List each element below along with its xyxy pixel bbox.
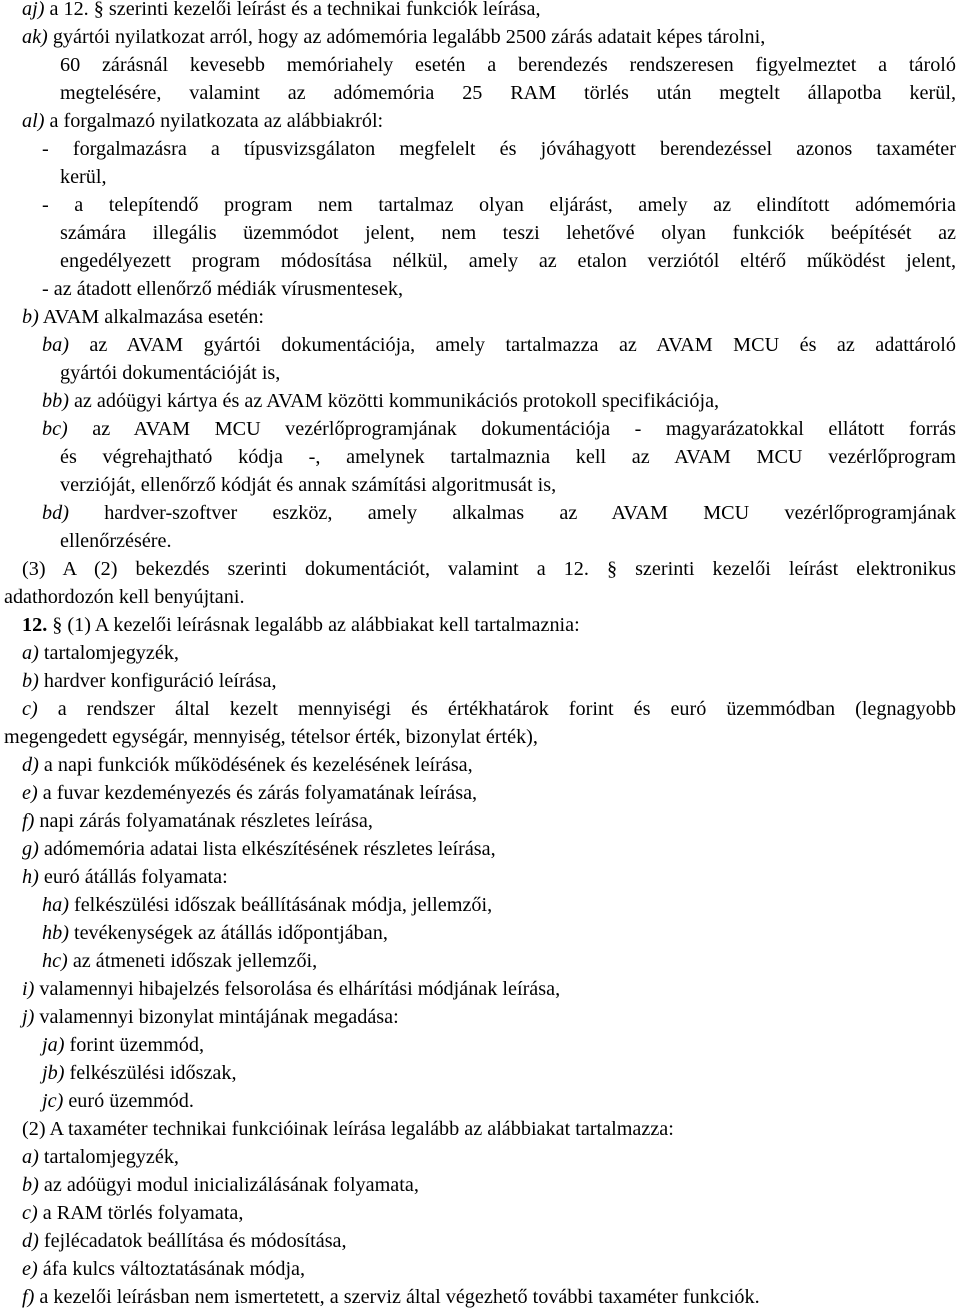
- line-text: és végrehajtható kódja -, amelynek tartalmaznia kell az AVAM MCU vezérlőprogram: [60, 446, 956, 468]
- item-label: bd): [42, 502, 69, 524]
- line-text: felkészülési időszak,: [64, 1062, 237, 1084]
- text-line: [60, 219, 956, 247]
- line-text: a fuvar kezdeményezés és zárás folyamatának leírása,: [37, 782, 478, 804]
- line-text: AVAM alkalmazása esetén:: [38, 306, 265, 328]
- item-label: jc): [42, 1090, 64, 1112]
- line-text: valamennyi hibajelzés felsorolása és elhárítási módjának leírása,: [34, 978, 561, 1000]
- section-number: 12.: [22, 614, 48, 636]
- text-line: [22, 1283, 760, 1311]
- text-line: [42, 1031, 204, 1059]
- line-text: hardver konfiguráció leírása,: [38, 670, 277, 692]
- text-line: [22, 1143, 179, 1171]
- line-text: a RAM törlés folyamata,: [37, 1202, 244, 1224]
- line-text: az AVAM MCU vezérlőprogramjának dokumentációja - magyarázatokkal ellátott forrás: [67, 418, 956, 440]
- text-line: [22, 555, 956, 583]
- item-label: e): [22, 1258, 38, 1280]
- item-label: jb): [42, 1062, 65, 1084]
- text-line: [42, 331, 956, 359]
- text-line: [22, 23, 765, 51]
- text-line: [22, 1003, 399, 1031]
- text-line: [42, 387, 719, 415]
- item-label: bb): [42, 390, 69, 412]
- text-line: [4, 583, 245, 611]
- item-label: c): [22, 1202, 38, 1224]
- text-line: [22, 751, 473, 779]
- line-text: a forgalmazó nyilatkozata az alábbiakról:: [44, 110, 384, 132]
- item-label: f): [22, 810, 35, 832]
- item-label: a): [22, 1146, 39, 1168]
- line-text: valamennyi bizonylat mintájának megadása:: [34, 1006, 399, 1028]
- text-line: [42, 1059, 237, 1087]
- line-text: gyártói nyilatkozat arról, hogy az adómemória legalább 2500 zárás adatait képes tárolni,: [47, 26, 766, 48]
- line-text: napi zárás folyamatának részletes leírása,: [34, 810, 373, 832]
- text-line: [60, 79, 956, 107]
- text-line: [22, 835, 496, 863]
- text-line: [42, 947, 317, 975]
- text-line: [22, 0, 541, 23]
- line-text: a kezelői leírásban nem ismertetett, a szerviz által végezhető további taxaméter funkciók.: [34, 1286, 760, 1308]
- text-line: [42, 891, 492, 919]
- text-line: [42, 275, 403, 303]
- item-label: b): [22, 306, 39, 328]
- text-line: [22, 1171, 419, 1199]
- text-line: [60, 471, 556, 499]
- line-text: a napi funkciók működésének és kezelésének leírása,: [38, 754, 473, 776]
- text-line: [42, 191, 956, 219]
- line-text: hardver-szoftver eszköz, amely alkalmas az AVAM MCU vezérlőprogramjának: [68, 502, 956, 524]
- line-text: kerül,: [60, 166, 107, 188]
- item-label: b): [22, 1174, 39, 1196]
- text-line: [60, 51, 956, 79]
- text-line: [22, 695, 956, 723]
- text-line: [22, 303, 264, 331]
- item-label: a): [22, 642, 39, 664]
- line-text: ellenőrzésére.: [60, 530, 172, 552]
- text-line: [22, 667, 277, 695]
- text-line: [42, 1087, 194, 1115]
- text-line: [22, 779, 477, 807]
- item-label: e): [22, 782, 38, 804]
- text-line: [22, 1227, 347, 1255]
- text-line: [22, 611, 580, 639]
- line-text: tevékenységek az átállás időpontjában,: [68, 922, 388, 944]
- item-label: c): [22, 698, 38, 720]
- item-label: b): [22, 670, 39, 692]
- line-text: euró üzemmód.: [63, 1090, 194, 1112]
- text-line: [22, 975, 560, 1003]
- line-text: megtelésére, valamint az adómemória 25 RAM törlés után megtelt állapotba kerül,: [60, 82, 956, 104]
- line-text: verzióját, ellenőrző kódját és annak számítási algoritmusát is,: [60, 474, 557, 496]
- item-label: g): [22, 838, 39, 860]
- item-label: aj): [22, 0, 45, 20]
- item-label: bc): [42, 418, 68, 440]
- text-line: [60, 247, 956, 275]
- line-text: fejlécadatok beállítása és módosítása,: [38, 1230, 347, 1252]
- text-line: [60, 527, 172, 555]
- line-text: (3) A (2) bekezdés szerinti dokumentációt, valamint a 12. § szerinti kezelői leírást elektronikus: [22, 558, 956, 580]
- item-label: ba): [42, 334, 69, 356]
- item-label: ha): [42, 894, 69, 916]
- line-text: - forgalmazásra a típusvizsgálaton megfelelt és jóváhagyott berendezéssel azonos taxaméter: [42, 138, 956, 160]
- line-text: megengedett egységár, mennyiség, tételsor érték, bizonylat érték),: [4, 726, 538, 748]
- line-text: tartalomjegyzék,: [38, 642, 179, 664]
- line-text: engedélyezett program módosítása nélkül, amely az etalon verziótól eltérő működést jelent,: [60, 250, 956, 272]
- text-line: [42, 135, 956, 163]
- line-text: a 12. § szerinti kezelői leírást és a technikai funkciók leírása,: [44, 0, 541, 20]
- text-line: [42, 415, 956, 443]
- item-label: d): [22, 1230, 39, 1252]
- item-label: hc): [42, 950, 68, 972]
- line-text: tartalomjegyzék,: [38, 1146, 179, 1168]
- line-text: felkészülési időszak beállításának módja, jellemzői,: [68, 894, 493, 916]
- line-text: gyártói dokumentációját is,: [60, 362, 281, 384]
- text-line: [22, 639, 179, 667]
- line-text: áfa kulcs változtatásának módja,: [37, 1258, 306, 1280]
- item-label: d): [22, 754, 39, 776]
- line-text: az AVAM gyártói dokumentációja, amely tartalmazza az AVAM MCU és az adattároló: [68, 334, 956, 356]
- item-label: hb): [42, 922, 69, 944]
- item-label: ak): [22, 26, 48, 48]
- text-line: [60, 443, 956, 471]
- line-text: a rendszer által kezelt mennyiségi és értékhatárok forint és euró üzemmódban (legnagyobb: [37, 698, 956, 720]
- text-line: [60, 163, 107, 191]
- text-line: [22, 807, 373, 835]
- text-line: [42, 919, 388, 947]
- text-line: [22, 1255, 305, 1283]
- item-label: ja): [42, 1034, 65, 1056]
- line-text: az adóügyi kártya és az AVAM közötti kommunikációs protokoll specifikációja,: [68, 390, 720, 412]
- line-text: euró átállás folyamata:: [38, 866, 228, 888]
- line-text: § (1) A kezelői leírásnak legalább az alábbiakat kell tartalmaznia:: [47, 614, 580, 636]
- text-line: [22, 107, 383, 135]
- line-text: (2) A taxaméter technikai funkcióinak leírása legalább az alábbiakat tartalmazza:: [22, 1118, 674, 1140]
- text-line: [22, 1115, 674, 1143]
- line-text: 60 zárásnál kevesebb memóriahely esetén a berendezés rendszeresen figyelmeztet a tároló: [60, 54, 956, 76]
- item-label: al): [22, 110, 45, 132]
- text-line: [60, 359, 280, 387]
- text-line: [4, 723, 538, 751]
- text-line: [22, 1199, 243, 1227]
- line-text: az adóügyi modul inicializálásának folyamata,: [38, 1174, 419, 1196]
- line-text: - az átadott ellenőrző médiák vírusmentesek,: [42, 278, 403, 300]
- line-text: adómemória adatai lista elkészítésének részletes leírása,: [38, 838, 496, 860]
- item-label: h): [22, 866, 39, 888]
- line-text: számára illegális üzemmódot jelent, nem teszi lehetővé olyan funkciók beépítését az: [60, 222, 956, 244]
- line-text: az átmeneti időszak jellemzői,: [67, 950, 318, 972]
- item-label: f): [22, 1286, 35, 1308]
- item-label: i): [22, 978, 35, 1000]
- item-label: j): [22, 1006, 35, 1028]
- line-text: - a telepítendő program nem tartalmaz olyan eljárást, amely az elindított adómemória: [42, 194, 956, 216]
- line-text: forint üzemmód,: [64, 1034, 205, 1056]
- line-text: adathordozón kell benyújtani.: [4, 586, 245, 608]
- text-line: [42, 499, 956, 527]
- text-line: [22, 863, 228, 891]
